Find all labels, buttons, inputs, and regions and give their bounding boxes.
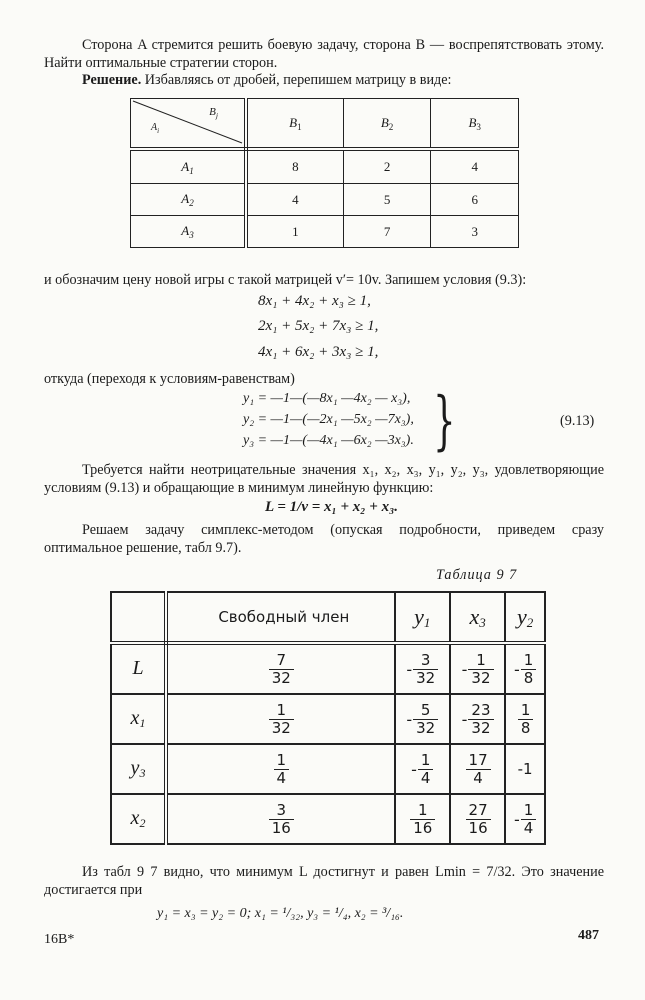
simplex-cell: - $\frac{23}{32}$ <box>450 694 505 744</box>
equation-number: (9.13) <box>560 413 595 429</box>
simplex-row <box>111 643 545 694</box>
intro-paragraph <box>44 36 604 72</box>
simplex-cell: - $\frac{1}{32}$ <box>450 643 505 694</box>
page-number: 487 <box>578 928 599 943</box>
final-solution: y₁ = x₃ = y₂ = 0; x₁ = ¹/₃₂, y₃ = ¹/₄, x₂ = ³/₁₆. <box>157 906 404 921</box>
simplex-col-header: $y_2$ <box>505 592 545 643</box>
simplex-cell: $\frac{1}{32}$ <box>166 694 395 744</box>
matrix-cell: 3 <box>431 216 519 248</box>
simplex-col-header: $x_3$ <box>450 592 505 643</box>
matrix-cell: 2 <box>343 149 431 184</box>
matrix-row <box>131 184 519 216</box>
intro-text: Сторона A стремится решить боевую задачу, сторона B — воспрепятствовать этому. Найти оптимальные стратегии сторон. <box>44 37 604 71</box>
simplex-row-header: $x_2$ <box>111 794 166 844</box>
matrix-cell: 8 <box>246 149 343 184</box>
simplex-cell: $\frac{17}{4}$ <box>450 744 505 794</box>
simplex-row-header: $y_3$ <box>111 744 166 794</box>
simplex-col-header: $y_1$ <box>395 592 450 643</box>
matrix-cell: 7 <box>343 216 431 248</box>
simplex-cell: $\frac{1}{16}$ <box>395 794 450 844</box>
simplex-cell: $\frac{1}{8}$ <box>505 694 545 744</box>
simplex-cell: - $\frac{1}{4}$ <box>505 794 545 844</box>
simplex-row <box>111 694 545 744</box>
simplex-table <box>110 591 546 845</box>
paragraph-equalities: откуда (переходя к условиям-равенствам) <box>44 371 295 387</box>
matrix-cell: 5 <box>343 184 431 216</box>
simplex-cell: - $\frac{5}{32}$ <box>395 694 450 744</box>
right-brace-icon: } <box>433 384 456 458</box>
simplex-corner-cell <box>111 592 166 643</box>
simplex-row <box>111 744 545 794</box>
matrix-cell: 4 <box>246 184 343 216</box>
simplex-cell: $\frac{7}{32}$ <box>166 643 395 694</box>
paragraph-requirements: Требуется найти неотрицательные значения x₁, x₂, x₃, y₁, y₂, y₃, удовлетворяющие условиям (9.13) и обращающие в минимум линейную функцию: <box>44 462 604 496</box>
simplex-cell: - $\frac{1}{8}$ <box>505 643 545 694</box>
paragraph-game-value: и обозначим цену новой игры с такой матрицей v′= 10v. Запишем условия (9.3): <box>44 272 527 288</box>
matrix-cell: 6 <box>431 184 519 216</box>
simplex-row <box>111 794 545 844</box>
paragraph-simplex: Решаем задачу симплекс-методом (опуская подробности, приведем сразу оптимальное решение, табл 9.7). <box>44 522 604 556</box>
simplex-row-header: L <box>111 643 166 694</box>
matrix-corner-cell <box>131 99 247 150</box>
matrix-col-header: $B_1$ <box>246 99 343 150</box>
matrix-row-header: $A_2$ <box>131 184 247 216</box>
matrix-row-header: $A_3$ <box>131 216 247 248</box>
simplex-cell: -1 <box>505 744 545 794</box>
paragraph-conclusion: Из табл 9 7 видно, что минимум L достигнут и равен Lmin = 7/32. Это значение достигается при <box>44 864 604 898</box>
table-caption: Таблица 9 7 <box>436 567 518 583</box>
diagonal-line-icon <box>131 99 244 147</box>
solution-line <box>82 72 612 89</box>
simplex-row-header: $x_1$ <box>111 694 166 744</box>
signature-mark: 16B* <box>44 932 75 947</box>
corner-b-label: $B_j$ <box>209 106 218 120</box>
matrix-row <box>131 216 519 248</box>
inequality-line: 4x₁ + 6x₂ + 3x₃ ≥ 1, <box>258 344 379 360</box>
equation-line: y₂ = —1—(—2x₁ —5x₂ —7x₃), <box>243 412 414 427</box>
simplex-cell: $\frac{3}{16}$ <box>166 794 395 844</box>
matrix-col-header: $B_3$ <box>431 99 519 150</box>
inequality-line: 2x₁ + 5x₂ + 7x₃ ≥ 1, <box>258 318 379 334</box>
payoff-matrix <box>130 98 519 248</box>
equation-line: y₃ = —1—(—4x₁ —6x₂ —3x₃). <box>243 433 414 448</box>
simplex-header-free: Свободный член <box>166 592 395 643</box>
simplex-cell: $\frac{1}{4}$ <box>166 744 395 794</box>
simplex-cell: $\frac{27}{16}$ <box>450 794 505 844</box>
matrix-cell: 1 <box>246 216 343 248</box>
matrix-row-header: $A_1$ <box>131 149 247 184</box>
inequality-line: 8x₁ + 4x₂ + x₃ ≥ 1, <box>258 293 371 309</box>
equation-line: y₁ = —1—(—8x₁ —4x₂ — x₃), <box>243 391 411 406</box>
matrix-cell: 4 <box>431 149 519 184</box>
matrix-row <box>131 149 519 184</box>
corner-a-label: $A_i$ <box>151 122 160 135</box>
solution-label: Решение. <box>82 72 142 88</box>
matrix-col-header: $B_2$ <box>343 99 431 150</box>
simplex-cell: - $\frac{3}{32}$ <box>395 643 450 694</box>
linear-function: L = 1/v = x₁ + x₂ + x₃. <box>265 499 399 515</box>
solution-text: Избавляясь от дробей, перепишем матрицу в виде: <box>144 72 452 88</box>
simplex-cell: - $\frac{1}{4}$ <box>395 744 450 794</box>
